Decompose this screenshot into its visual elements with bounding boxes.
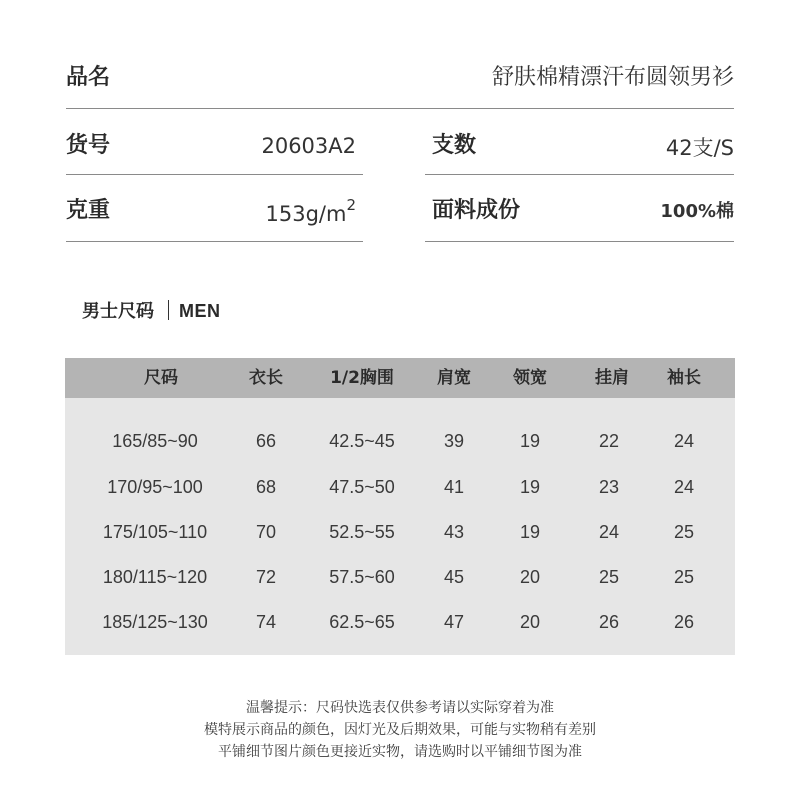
header-collar: 领宽: [513, 368, 547, 388]
title-separator: [168, 300, 169, 320]
divider-item-no: [66, 174, 363, 175]
divider-yarn-count: [425, 174, 734, 175]
weight-unit-sup: 2: [346, 196, 356, 214]
table-cell: 39: [443, 431, 465, 451]
table-cell: 23: [598, 477, 620, 497]
table-cell: 72: [255, 567, 277, 587]
table-cell: 25: [598, 567, 620, 587]
yarn-count-label: 支数: [432, 133, 477, 158]
table-cell: 19: [519, 431, 541, 451]
table-cell: 52.5~55: [329, 522, 395, 542]
composition-value: 100%棉: [660, 201, 734, 222]
composition-label: 面料成份: [432, 198, 521, 223]
table-cell: 26: [673, 612, 695, 632]
weight-number: 153g/m: [265, 202, 347, 226]
table-cell: 66: [255, 431, 277, 451]
product-name-value: 舒肤棉精漂汗布圆领男衫: [491, 65, 734, 90]
product-name-label: 品名: [66, 65, 111, 90]
table-cell: 42.5~45: [329, 431, 395, 451]
size-table: [65, 358, 735, 655]
divider-composition: [425, 241, 734, 242]
table-cell: 24: [673, 431, 695, 451]
table-cell: 47: [443, 612, 465, 632]
table-cell: 19: [519, 522, 541, 542]
item-no-value: 20603A2: [261, 134, 356, 158]
header-length: 衣长: [249, 368, 283, 388]
table-cell: 170/95~100: [107, 477, 203, 497]
divider-weight: [66, 241, 363, 242]
yarn-count-value: 42支/S: [665, 136, 734, 160]
table-cell: 20: [519, 612, 541, 632]
table-cell: 57.5~60: [329, 567, 395, 587]
table-cell: 175/105~110: [102, 522, 208, 542]
header-half-chest: 1/2胸围: [330, 368, 394, 388]
table-cell: 45: [443, 567, 465, 587]
table-cell: 68: [255, 477, 277, 497]
header-size: 尺码: [144, 368, 178, 388]
table-cell: 25: [673, 522, 695, 542]
header-shoulder: 肩宽: [437, 368, 471, 388]
table-cell: 185/125~130: [102, 612, 208, 632]
table-cell: 43: [443, 522, 465, 542]
table-cell: 24: [598, 522, 620, 542]
size-section-title-cn: 男士尺码: [82, 301, 154, 322]
table-cell: 70: [255, 522, 277, 542]
table-cell: 47.5~50: [329, 477, 395, 497]
table-cell: 20: [519, 567, 541, 587]
note-line-3: 平铺细节图片颜色更接近实物，请选购时以平铺细节图为准: [218, 744, 582, 760]
table-cell: 74: [255, 612, 277, 632]
header-sleeve: 袖长: [667, 368, 701, 388]
size-section-title-en: MEN: [179, 301, 221, 321]
size-section-title: [82, 302, 221, 322]
table-cell: 41: [443, 477, 465, 497]
table-cell: 62.5~65: [329, 612, 395, 632]
note-line-2: 模特展示商品的颜色，因灯光及后期效果，可能与实物稍有差别: [204, 722, 596, 738]
table-cell: 180/115~120: [102, 567, 208, 587]
weight-label: 克重: [66, 198, 111, 223]
weight-value: [265, 196, 357, 226]
table-cell: 19: [519, 477, 541, 497]
item-no-label: 货号: [66, 133, 111, 158]
note-line-1: 温馨提示：尺码快选表仅供参考请以实际穿着为准: [246, 700, 554, 716]
table-cell: 22: [598, 431, 620, 451]
table-cell: 26: [598, 612, 620, 632]
table-cell: 24: [673, 477, 695, 497]
table-cell: 25: [673, 567, 695, 587]
divider-name: [66, 108, 734, 109]
table-header: [65, 358, 735, 398]
table-cell: 165/85~90: [112, 431, 198, 451]
header-armhole: 挂肩: [595, 368, 629, 388]
